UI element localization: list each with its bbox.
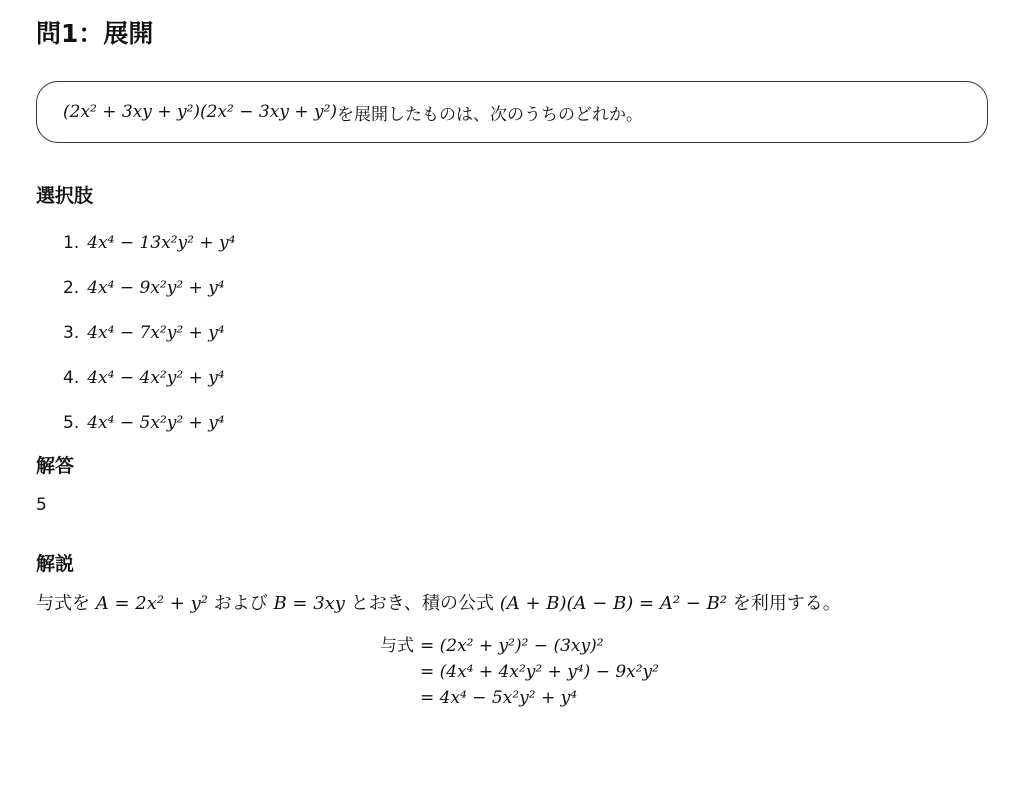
product-formula: (A + B)(A − B) = A² − B² bbox=[499, 593, 728, 614]
choice-item bbox=[63, 355, 988, 400]
choice-item bbox=[63, 265, 988, 310]
derivation-row bbox=[356, 659, 988, 685]
choice-item bbox=[63, 400, 988, 445]
choice-number: 5. bbox=[63, 412, 80, 433]
derivation-lhs: 与式 bbox=[380, 636, 414, 656]
explanation-section bbox=[36, 551, 988, 711]
derivation-rhs: = (4x⁴ + 4x²y² + y⁴) − 9x²y² bbox=[420, 662, 659, 682]
explanation-part: を利用する。 bbox=[727, 593, 841, 614]
choices-list bbox=[36, 220, 988, 445]
choice-item bbox=[63, 310, 988, 355]
choice-number: 3. bbox=[63, 322, 80, 343]
choices-section bbox=[36, 183, 988, 445]
explanation-part: とおき、積の公式 bbox=[344, 593, 500, 614]
choice-expression: 4x⁴ − 9x²y² + y⁴ bbox=[87, 277, 225, 298]
page-title: 問1：展開 bbox=[36, 19, 154, 48]
choice-item bbox=[63, 220, 988, 265]
answer-value: 5 bbox=[36, 495, 47, 515]
choices-heading: 選択肢 bbox=[36, 185, 94, 207]
explanation-heading: 解説 bbox=[36, 553, 75, 575]
definition-a: A = 2x² + y² bbox=[95, 593, 208, 614]
derivation-row bbox=[356, 633, 988, 659]
answer-heading: 解答 bbox=[36, 455, 75, 477]
derivation-rhs: = (2x² + y²)² − (3xy)² bbox=[420, 636, 604, 656]
derivation bbox=[356, 633, 988, 711]
explanation-part: および bbox=[208, 593, 274, 614]
choice-number: 4. bbox=[63, 367, 80, 388]
derivation-row bbox=[356, 685, 988, 711]
derivation-lhs bbox=[356, 659, 418, 685]
question-expression: (2x² + 3xy + y²)(2x² − 3xy + y²) bbox=[63, 102, 338, 122]
choice-expression: 4x⁴ − 4x²y² + y⁴ bbox=[87, 367, 225, 388]
question-text: を展開したものは、次のうちのどれか。 bbox=[337, 104, 644, 125]
explanation-part: 与式を bbox=[36, 593, 96, 614]
choice-number: 1. bbox=[63, 232, 80, 253]
question-box bbox=[36, 81, 988, 143]
answer-section bbox=[36, 453, 988, 517]
explanation-text bbox=[36, 591, 988, 617]
choice-expression: 4x⁴ − 7x²y² + y⁴ bbox=[87, 322, 225, 343]
derivation-rhs: = 4x⁴ − 5x²y² + y⁴ bbox=[420, 688, 578, 708]
choice-expression: 4x⁴ − 5x²y² + y⁴ bbox=[87, 412, 225, 433]
choice-expression: 4x⁴ − 13x²y² + y⁴ bbox=[87, 232, 236, 253]
definition-b: B = 3xy bbox=[273, 593, 345, 614]
derivation-lhs bbox=[356, 685, 418, 711]
choice-number: 2. bbox=[63, 277, 80, 298]
